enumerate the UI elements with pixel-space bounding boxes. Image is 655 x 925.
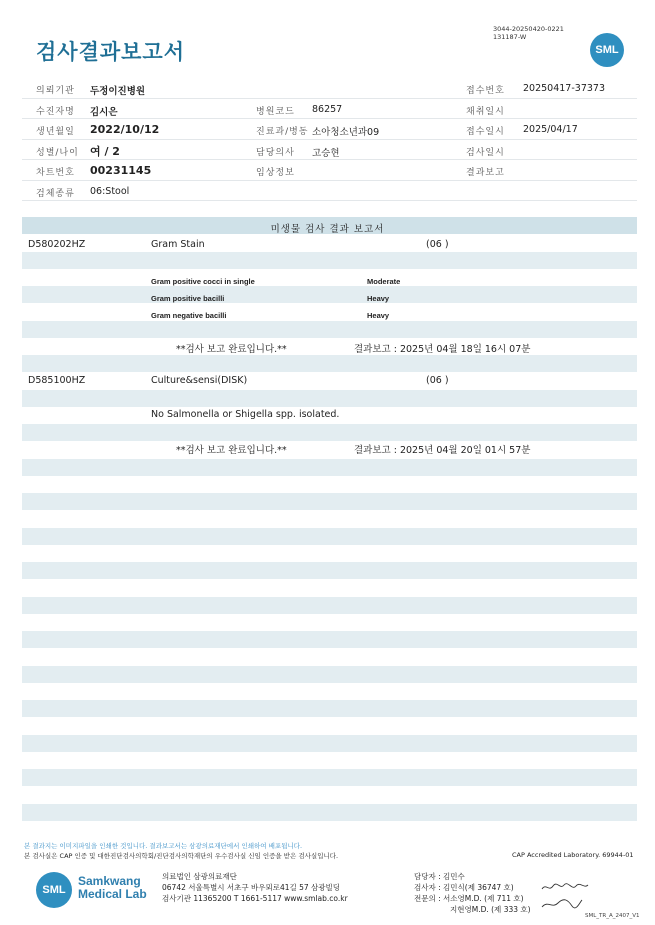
document-code-line2: 131187-W	[493, 33, 527, 41]
result-item: Gram negative bacilli	[151, 311, 227, 320]
report-heading: 미생물 검사 결과 보고서	[270, 224, 385, 235]
chart-number: 00231145	[90, 163, 152, 177]
label-birth-date: 생년월일	[36, 127, 75, 137]
stripe	[22, 424, 637, 441]
label-requesting-institution: 의뢰기관	[36, 86, 75, 96]
info-row	[22, 160, 637, 181]
result-value: Heavy	[367, 311, 390, 320]
label-patient-name: 수진자명	[36, 106, 75, 117]
birth-date: 2022/10/12	[90, 122, 160, 136]
stripe	[22, 459, 637, 476]
label-collection-datetime: 채취일시	[466, 106, 505, 117]
info-row	[22, 140, 637, 161]
attending-doctor: 고승현	[312, 147, 340, 159]
staff-specialist-2: 지현영M.D. (제 333 호)	[450, 905, 531, 914]
info-row	[22, 119, 637, 140]
staff-examiner: 검사자 : 김민식(제 36747 호)	[414, 883, 514, 892]
label-specimen-type: 검체종류	[36, 188, 75, 199]
staff-info	[414, 871, 531, 915]
test-specimen: (06 )	[426, 239, 449, 250]
department-ward: 소아청소년과09	[312, 127, 380, 138]
label-attending-doctor: 담당의사	[256, 147, 295, 158]
cap-accreditation: CAP Accredited Laboratory. 69944-01	[512, 851, 634, 859]
stripe	[22, 528, 637, 545]
org-name: 의료법인 삼광의료재단	[162, 872, 237, 881]
label-chart-number: 차트번호	[36, 168, 75, 178]
label-clinical-info: 임상정보	[256, 168, 295, 178]
org-address: 06742 서울특별시 서초구 바우뫼로41길 57 삼광빌딩	[162, 883, 341, 892]
label-test-datetime: 검사일시	[466, 147, 505, 158]
stripe	[22, 769, 637, 786]
test-name: Gram Stain	[151, 239, 205, 250]
info-row	[22, 99, 637, 120]
certification-notice: 본 검사실은 CAP 인증 및 대한진단검사의학회/진단검사의학재단의 우수검사실 신임 인증을 받은 검사실입니다.	[24, 852, 339, 860]
result-item: Gram positive cocci in single	[151, 277, 255, 286]
info-row	[22, 78, 637, 99]
stripe	[22, 252, 637, 269]
sex-age: 여 / 2	[90, 145, 120, 158]
sml-logo-icon: SML	[590, 33, 624, 67]
label-result-report: 결과보고	[466, 168, 505, 178]
patient-name: 김시은	[90, 106, 118, 118]
report-time: 결과보고 : 2025년 04월 20일 01시 57분	[354, 445, 531, 456]
result-stripes	[22, 217, 637, 838]
result-value: Heavy	[367, 294, 390, 303]
staff-in-charge: 담당자 : 김민수	[414, 872, 465, 881]
stripe	[22, 493, 637, 510]
report-time: 결과보고 : 2025년 04월 18일 16시 07분	[354, 344, 531, 355]
document-code	[493, 25, 564, 41]
brand-name	[78, 875, 147, 901]
requesting-institution: 두정이진병원	[90, 86, 146, 97]
report-title: 검사결과보고서	[36, 40, 186, 64]
patient-info-table	[22, 78, 637, 201]
label-receipt-number: 접수번호	[466, 86, 505, 96]
stripe	[22, 804, 637, 821]
stripe	[22, 735, 637, 752]
stripe	[22, 390, 637, 407]
staff-specialist: 전문의 : 서소영M.D. (제 711 호)	[414, 894, 524, 903]
result-value: Moderate	[367, 277, 401, 286]
test-specimen: (06 )	[426, 375, 449, 386]
stripe	[22, 355, 637, 372]
specialist-signature-icon	[540, 897, 584, 913]
result-item: Gram positive bacilli	[151, 294, 225, 303]
culture-result: No Salmonella or Shigella spp. isolated.	[151, 409, 340, 420]
org-contact: 검사기관 11365200 T 1661-5117 www.smlab.co.kr	[162, 894, 348, 903]
stripe	[22, 597, 637, 614]
receipt-number: 20250417-37373	[523, 83, 606, 94]
stripe	[22, 562, 637, 579]
examiner-signature-icon	[540, 881, 590, 895]
label-sex-age: 성별/나이	[36, 147, 79, 158]
hospital-code: 86257	[312, 103, 343, 115]
specimen-type: 06:Stool	[90, 185, 130, 197]
report-complete-note: **검사 보고 완료입니다.**	[176, 445, 287, 456]
label-receipt-datetime: 접수일시	[466, 127, 505, 137]
brand-line2: Medical Lab	[78, 887, 147, 901]
label-hospital-code: 병원코드	[256, 106, 295, 117]
stripe	[22, 700, 637, 717]
test-code: D580202HZ	[28, 239, 86, 250]
report-complete-note: **검사 보고 완료입니다.**	[176, 344, 287, 355]
organization-info	[162, 871, 348, 904]
form-code: SML_TR_A_2407_V1	[585, 913, 640, 919]
brand-line1: Samkwang	[78, 874, 141, 888]
print-notice: 본 결과지는 이미지파일을 인쇄한 것입니다. 결과보고서는 삼광의료재단에서 인쇄하여 배포됩니다.	[24, 842, 303, 850]
receipt-datetime: 2025/04/17	[523, 124, 578, 135]
test-name: Culture&sensi(DISK)	[151, 375, 248, 386]
stripe	[22, 321, 637, 338]
stripe	[22, 666, 637, 683]
info-row	[22, 181, 637, 202]
stripe	[22, 631, 637, 648]
sml-logo-icon: SML	[36, 872, 72, 908]
stripe	[22, 286, 637, 303]
label-department-ward: 진료과/병동	[256, 127, 309, 137]
document-code-line1: 3044-20250420-0221	[493, 25, 564, 33]
test-code: D585100HZ	[28, 375, 86, 386]
